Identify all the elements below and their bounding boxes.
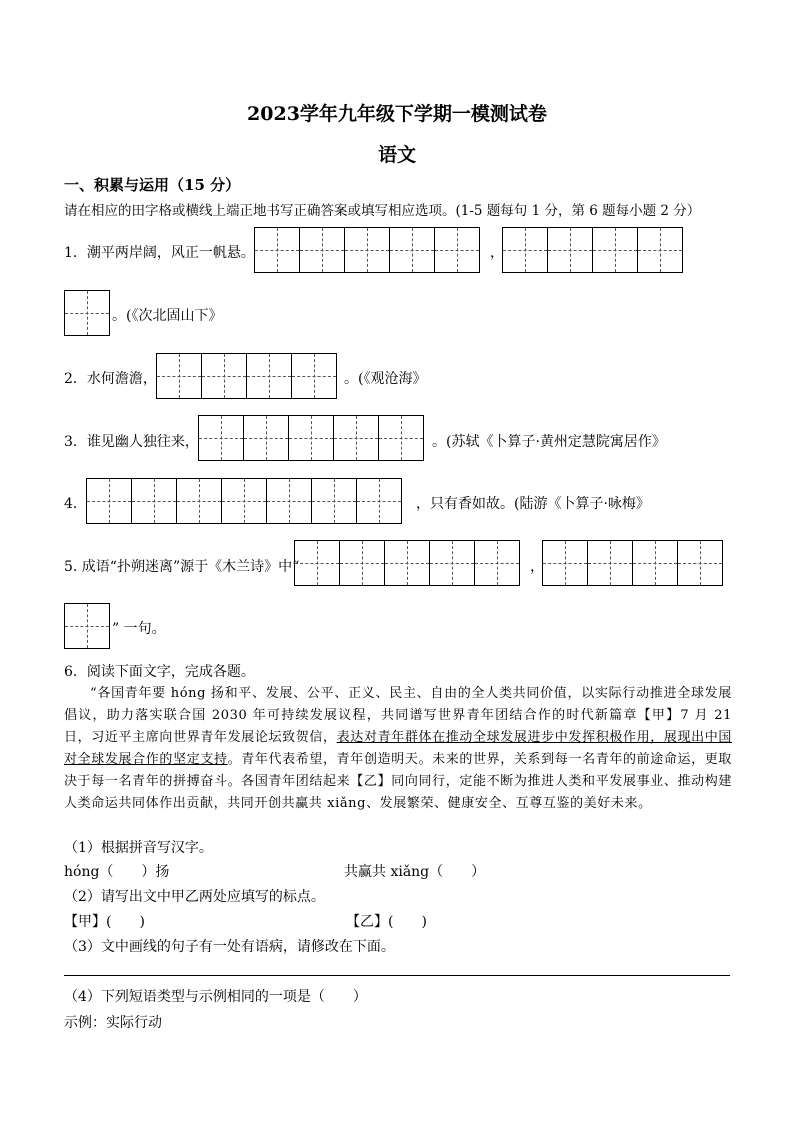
grid-cell[interactable] (389, 227, 435, 273)
grid-cell[interactable] (587, 540, 633, 586)
grid-cell[interactable] (632, 540, 678, 586)
grid-cell[interactable] (64, 603, 110, 649)
q4-prompt: 4． (64, 496, 87, 512)
q3-source: 。(苏轼《卜算子·黄州定慧院寓居作》 (432, 434, 666, 450)
q1-grid-c[interactable] (64, 290, 110, 336)
q5-grid-c[interactable] (64, 603, 110, 649)
q5-prompt: 5. 成语“扑朔迷离”源于《木兰诗》中“ (64, 559, 300, 575)
q5-comma: ， (530, 559, 544, 575)
q6-sub2-a[interactable]: 【甲】( ) (64, 914, 145, 930)
grid-cell[interactable] (266, 478, 312, 524)
grid-cell[interactable] (547, 227, 593, 273)
grid-cell[interactable] (677, 540, 723, 586)
grid-cell[interactable] (542, 540, 588, 586)
q6-sub1: （1）根据拼音写汉字。 (64, 840, 213, 856)
grid-cell[interactable] (156, 353, 202, 399)
grid-cell[interactable] (434, 227, 480, 273)
grid-cell[interactable] (198, 415, 244, 461)
passage-text-b: 。青年代表希望，青年创造明天。未来的世界，关系到每一名青年的前途命运，更取决于每一名青年的拼搏奋斗。各国青年团结起来【乙】同向同行，定能不断为推进人类和平发展事业、推动构建人类命运共同体作出贡献，共同开创共赢共 xiǎng、发展繁荣、健康安全、互尊互鉴的美好未来。 (64, 752, 733, 811)
q4-source: ，只有香如故。(陆游《卜算子·咏梅》 (416, 496, 650, 512)
q1-source: 。(《次北固山下》 (112, 308, 223, 324)
q5-grid-b[interactable] (542, 540, 723, 586)
grid-cell[interactable] (246, 353, 292, 399)
q5-end: ” 一句。 (112, 621, 166, 637)
q3-prompt: 3．谁见幽人独往来， (64, 434, 199, 450)
q6-sub2: （2）请写出文中甲乙两处应填写的标点。 (64, 889, 325, 905)
q6-sub4: （4）下列短语类型与示例相同的一项是（ ） (64, 989, 367, 1005)
grid-cell[interactable] (339, 540, 385, 586)
q1-grid-a[interactable] (254, 227, 480, 273)
passage-underlined-sentence: 表达对青年群体在推动全球发展进步中发挥积极作用，展现出中国对全球发展合作的坚定支持 (64, 730, 732, 767)
grid-cell[interactable] (637, 227, 683, 273)
q1-grid-b[interactable] (502, 227, 683, 273)
q6-sub3: （3）文中画线的句子有一处有语病，请修改在下面。 (64, 939, 395, 955)
q1-prompt: 1．潮平两岸阔，风正一帆悬。 (64, 245, 255, 261)
grid-cell[interactable] (299, 227, 345, 273)
grid-cell[interactable] (201, 353, 247, 399)
grid-cell[interactable] (86, 478, 132, 524)
answer-line[interactable] (64, 975, 730, 976)
q1-comma: ， (490, 245, 504, 261)
subject-title: 语文 (377, 144, 416, 166)
passage-text-a: “各国青年要 hóng 扬和平、发展、公平、正义、民主、自由的全人类共同价值，以实际行动推进全球发展倡议，助力落实联合国 2030 年可持续发展议程，共同谱写世界青年团结合作的时代新篇章【甲】7 月 21 日，习近平主席向世界青年发展论坛致贺信， (64, 686, 732, 745)
grid-cell[interactable] (592, 227, 638, 273)
grid-cell[interactable] (333, 415, 379, 461)
q6-prompt: 6．阅读下面文字，完成各题。 (64, 664, 255, 680)
q6-sub1-b[interactable]: 共赢共 xiǎng（ ） (344, 864, 486, 880)
grid-cell[interactable] (356, 478, 402, 524)
section-instruction: 请在相应的田字格或横线上端正地书写正确答案或填写相应选项。(1-5 题每句 1 分，第 6 题每小题 2 分） (64, 203, 701, 219)
exam-title: 2023学年九年级下学期一模测试卷 (247, 103, 547, 125)
reading-passage (64, 683, 732, 815)
q2-source: 。(《观沧海》 (344, 371, 427, 387)
grid-cell[interactable] (288, 415, 334, 461)
grid-cell[interactable] (378, 415, 424, 461)
q6-example: 示例：实际行动 (64, 1015, 162, 1031)
q6-sub1-a[interactable]: hóng（ ）扬 (64, 864, 170, 880)
q2-grid[interactable] (156, 353, 337, 399)
grid-cell[interactable] (221, 478, 267, 524)
q5-grid-a[interactable] (294, 540, 520, 586)
grid-cell[interactable] (64, 290, 110, 336)
q4-grid[interactable] (86, 478, 402, 524)
grid-cell[interactable] (384, 540, 430, 586)
grid-cell[interactable] (243, 415, 289, 461)
grid-cell[interactable] (311, 478, 357, 524)
grid-cell[interactable] (294, 540, 340, 586)
grid-cell[interactable] (344, 227, 390, 273)
grid-cell[interactable] (254, 227, 300, 273)
grid-cell[interactable] (131, 478, 177, 524)
grid-cell[interactable] (291, 353, 337, 399)
grid-cell[interactable] (474, 540, 520, 586)
grid-cell[interactable] (176, 478, 222, 524)
q6-sub2-b[interactable]: 【乙】( ) (346, 914, 427, 930)
q3-grid[interactable] (198, 415, 424, 461)
grid-cell[interactable] (429, 540, 475, 586)
grid-cell[interactable] (502, 227, 548, 273)
q2-prompt: 2．水何澹澹， (64, 371, 157, 387)
section-heading: 一、积累与运用（15 分） (64, 176, 241, 194)
